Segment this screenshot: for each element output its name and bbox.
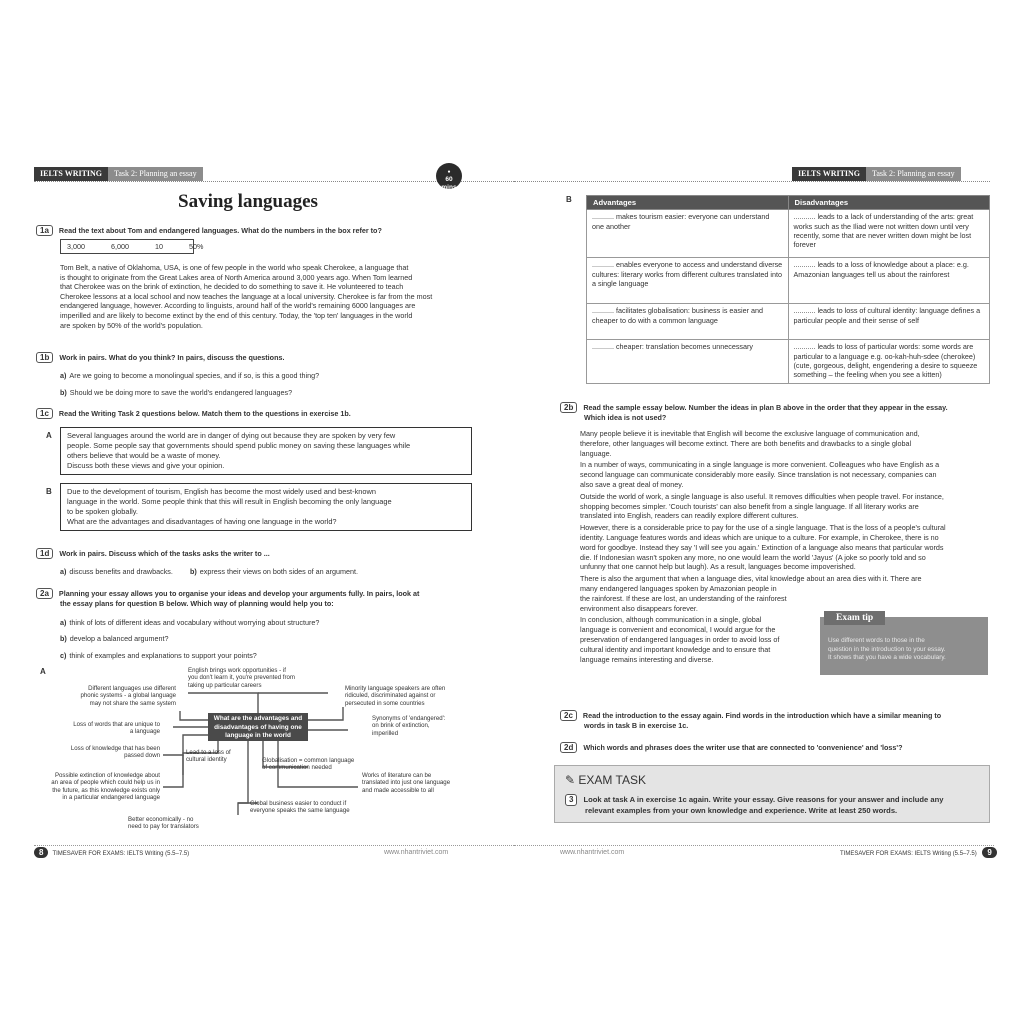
essay-paragraph-3: Outside the world of work, a single language is also useful. It removes difficulties when people travel. For instance, shopping becomes simpler. 'Couch tourists' can also benefit from a single language. If all literary works are translated into English, readers can readily explore different cultures.	[580, 491, 944, 521]
mindmap-node-synonyms: Synonyms of 'endangered': on brink of extinction, imperilled	[372, 715, 446, 737]
mindmap-node-literature: Works of literature can be translated into just one language and made accessible to all	[362, 772, 451, 794]
left-page	[8, 155, 514, 867]
pencil-icon: ✎	[565, 773, 576, 787]
mindmap-letter: A	[40, 667, 46, 676]
mindmap-node-extinction: Possible extinction of knowledge about an area of people which could help us in the future, as this knowledge exists only in a particular endangered language	[51, 772, 160, 802]
right-header	[792, 167, 961, 181]
exercise-1c: 1c Read the Writing Task 2 questions below. Match them to the questions in exercise 1b.	[36, 408, 351, 419]
header-task: Task 2: Planning an essay	[866, 167, 961, 181]
exam-task-heading: ✎ EXAM TASK	[565, 773, 646, 787]
exercise-1d: 1d Work in pairs. Discuss which of the tasks asks the writer to ...	[36, 548, 270, 559]
column-header-advantages: Advantages	[587, 196, 789, 210]
right-footer: TIMESAVER FOR EXAMS: IELTS Writing (5.5–7.5) 9	[840, 847, 1001, 858]
right-page	[514, 155, 1020, 867]
task-a-letter: A	[46, 431, 52, 440]
header-rule	[514, 181, 990, 182]
ex2a-item-c: c) think of examples and explanations to support your points?	[60, 651, 257, 660]
exam-tip-box: Use different words to those in the question in the introduction to your essay. It shows that you have a wide vocabulary.	[820, 617, 988, 675]
exercise-2c: 2c Read the introduction to the essay again. Find words in the introduction which have a similar meaning to words in task B in exercise 1c.	[560, 710, 941, 731]
mindmap-node-identity: Lead to a loss of cultural identity	[186, 749, 231, 764]
ex1b-item-b: b) Should we be doing more to save the world's endangered languages?	[60, 388, 293, 397]
page-title: Saving languages	[178, 191, 318, 212]
table-row: ........... makes tourism easier: everyone can understand one another ........... leads to a lack of understanding of the arts: great works such as the Iliad were not written down until very recently, some that are never written down might be lost forever	[587, 210, 990, 258]
table-row: ........... facilitates globalisation: business is easier and cheaper to do with a common language ........... leads to loss of cultural identity: language defines a particular people and their sense of self	[587, 304, 990, 340]
mindmap-node-globalisation: Globalisation = common language of communication needed	[262, 757, 355, 772]
exercise-1a: 1a Read the text about Tom and endangered languages. What do the numbers in the box refer to?	[36, 225, 382, 236]
column-header-disadvantages: Disadvantages	[788, 196, 990, 210]
table-row: ........... cheaper: translation becomes unnecessary ........... leads to loss of particular words: some words are particular to a language e.g. oo-kah-huh-sdee (cherokee) (cute, gorgeous, delight, engendering a desire to squeeze something – the feeling when you see a kitten)	[587, 340, 990, 384]
essay-paragraph-6: In conclusion, although communication in a single, global language is convenient and economical, I would argue for the preservation of endangered languages in order to avoid loss of cultural identity and important knowledge and to ensure that language remains interesting and diverse.	[580, 615, 780, 664]
ex2a-item-b: b) develop a balanced argument?	[60, 634, 169, 643]
exam-tip-title: Exam tip	[824, 611, 885, 625]
table-row: ........... enables everyone to access and understand diverse cultures: literary works from different cultures translated into a single language ........... leads to a loss of knowledge about a place: e.g. Amazonian languages tell us about the rainforest	[587, 258, 990, 304]
task-b-box: Due to the development of tourism, English has become the most widely used and best-known language in the world. Some people think that this will result in English becoming the only language to be spoken globally. What are the advantages and disadvantages of having one language in the world?	[60, 483, 472, 531]
ex1b-item-a: a) Are we going to become a monolingual species, and if so, is this a good thing?	[60, 371, 320, 380]
header-section: IELTS WRITING	[792, 167, 866, 181]
header-section: IELTS WRITING	[34, 167, 108, 181]
left-footer: 8 TIMESAVER FOR EXAMS: IELTS Writing (5.5–7.5)	[34, 847, 189, 858]
mindmap-node-business: Global business easier to conduct if everyone speaks the same language	[250, 800, 350, 815]
ex1d-item-a: a) discuss benefits and drawbacks.	[60, 567, 173, 576]
exercise-2d: 2d Which words and phrases does the writer use that are connected to 'convenience' and 'loss'?	[560, 742, 903, 753]
publisher-url: www.nhantriviet.com	[384, 849, 449, 856]
page-number: 8	[34, 847, 48, 858]
essay-paragraph-2: In a number of ways, communicating in a single language is more convenient. Colleagues who have English as a second language can communicate considerably more easily. Since translation is not necessary, companies can also save a great deal of money.	[580, 460, 940, 489]
mindmap-node-top: English brings work opportunities - if you don't learn it, you're prevented from taking up particular careers	[188, 667, 295, 689]
numbers-box: 3,000 6,000 10 50%	[60, 239, 194, 254]
essay-paragraph-4: However, there is a considerable price to pay for the use of a single language. That is the loss of a people's cultural identity. Language features words and ideas which are unique to a culture. For example, in Cherokee, there is no word for goodbye. Instead they say 'I will see you again.' Extinction of a language also means that particular words die. If Indonesian wasn't spoken any more, no one would learn the world 'Jayus' (A joke so poorly told and so unfunny that one cannot help but laugh). As a result, languages become impoverished.	[580, 523, 946, 572]
essay-paragraph-1: Many people believe it is inevitable that English will become the exclusive language of communication and, therefore, other languages will become extinct. There are both benefits and drawbacks to a single global language.	[580, 429, 920, 458]
mindmap-connectors	[8, 155, 514, 867]
exercise-3: 3 Look at task A in exercise 1c again. Write your essay. Give reasons for your answer and include any relevant examples from your own knowledge and experience. Write at least 250 words.	[565, 794, 985, 816]
page-number: 9	[982, 847, 996, 858]
clock-icon: ●	[447, 169, 451, 175]
ex1d-item-b: b) express their views on both sides of an argument.	[190, 567, 359, 576]
publisher-url: www.nhantriviet.com	[560, 849, 625, 856]
task-b-letter: B	[46, 487, 52, 496]
header-task: Task 2: Planning an essay	[108, 167, 203, 181]
mindmap-node-phonic: Different languages use different phonic systems - a global language may not share the same system	[80, 685, 176, 707]
mindmap-node-knowledge: Loss of knowledge that has been passed down	[70, 745, 160, 760]
footer-rule	[514, 845, 994, 846]
advantages-table	[586, 195, 990, 384]
exercise-2b: 2b Read the sample essay below. Number the ideas in plan B above in the order that they appear in the essay. Which idea is not used?	[560, 402, 948, 423]
exam-task-box	[554, 765, 990, 823]
task-a-box: Several languages around the world are in danger of dying out because they are spoken by very few people. Some people say that governments should spend public money on saving these languages while others believe that would be a waste of money. Discuss both these views and give your opinion.	[60, 427, 472, 475]
ex2a-item-a: a) think of lots of different ideas and vocabulary without worrying about structure?	[60, 618, 320, 627]
mindmap-center: What are the advantages and disadvantages of having one language in the world	[208, 713, 308, 741]
exercise-1b: 1b Work in pairs. What do you think? In pairs, discuss the questions.	[36, 352, 284, 363]
essay-paragraph-5: There is also the argument that when a language dies, vital knowledge about an area dies with it. There are many endangered languages spoken by Amazonian people in the rainforest. If these are lost, an understanding of the rainforest environment also disappears forever.	[580, 574, 922, 613]
footer-rule	[34, 845, 514, 846]
exercise-2a: 2a Planning your essay allows you to organise your ideas and develop your arguments fully. In pairs, look at the essay plans for question B below. Which way of planning would help you to:	[36, 588, 419, 609]
mindmap-node-economic: Better economically - no need to pay for translators	[128, 816, 199, 831]
mindmap-node-words: Loss of words that are unique to a language	[73, 721, 160, 736]
tom-belt-text: Tom Belt, a native of Oklahoma, USA, is one of few people in the world who speak Cherokee, a language that is thought to originate from the Great Lakes area of North America around 3,000 years ago. When Tom learned that Cherokee was on the brink of extinction, he decided to do something to save it. He volunteered to teach Cherokee lessons at a local school and now teaches the language at a local university. Cherokee is far from the most endangered language, however. According to linguists, around half of the world's remaining 6000 languages are imperilled and are likely to become extinct by the end of this century. Today, the 'top ten' languages in the world are spoken by 50% of the world's population.	[60, 263, 433, 330]
timer-badge: ● 60 mins	[436, 163, 462, 189]
mindmap-node-minority: Minority language speakers are often ridiculed, discriminated against or persecuted in some countries	[345, 685, 446, 707]
plan-b-letter: B	[566, 195, 572, 204]
